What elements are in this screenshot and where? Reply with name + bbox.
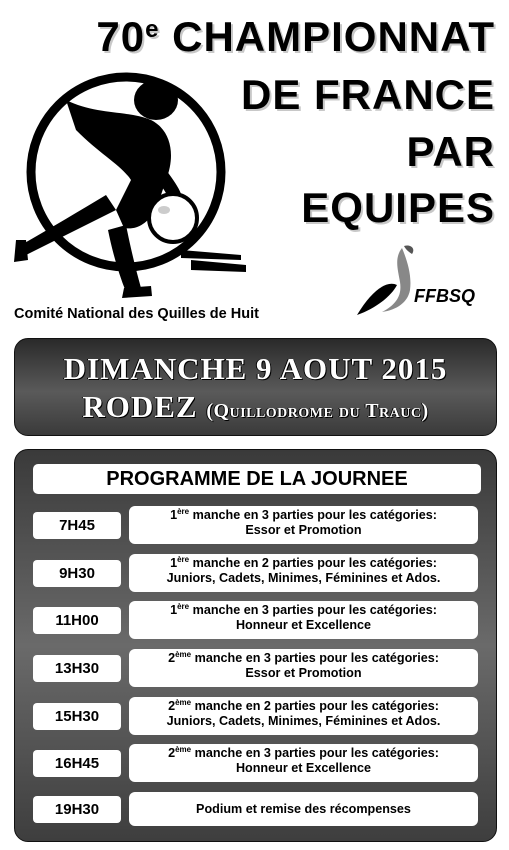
program-description: 2ème manche en 2 parties pour les catégories: Juniors, Cadets, Minimes, Féminines et Ados.: [129, 697, 478, 735]
title-line-3: PAR: [406, 128, 495, 175]
program-row: [15, 697, 496, 739]
program-time: 13H30: [33, 655, 121, 682]
event-city: RODEZ: [82, 389, 198, 424]
program-panel: [14, 449, 497, 842]
title-number: 70: [96, 13, 146, 60]
program-time: 16H45: [33, 750, 121, 777]
program-description: Podium et remise des récompenses: [129, 792, 478, 826]
bowler-logo-icon: [6, 60, 256, 305]
title-championnat: CHAMPIONNAT: [172, 13, 495, 60]
program-time: 15H30: [33, 703, 121, 730]
ffbsq-logo-icon: [352, 240, 482, 320]
program-heading: PROGRAMME DE LA JOURNEE: [33, 464, 481, 494]
program-time: 19H30: [33, 796, 121, 823]
event-date: DIMANCHE 9 AOUT 2015: [63, 351, 448, 386]
date-banner: [14, 338, 497, 436]
program-time: 7H45: [33, 512, 121, 539]
program-description: 1ère manche en 3 parties pour les catégories: Essor et Promotion: [129, 506, 478, 544]
program-description: 2ème manche en 3 parties pour les catégories: Essor et Promotion: [129, 649, 478, 687]
title-line-2: DE FRANCE: [240, 71, 495, 118]
title-ordinal: e: [145, 16, 160, 43]
program-row: [15, 601, 496, 643]
program-row: [15, 744, 496, 786]
title-line-4: EQUIPES: [301, 184, 495, 231]
program-description: 2ème manche en 3 parties pour les catégories: Honneur et Excellence: [129, 744, 478, 782]
event-venue: (Quillodrome du Trauc): [206, 400, 429, 422]
program-row: [15, 796, 496, 832]
program-row: [15, 554, 496, 596]
svg-text:FFBSQ: FFBSQ: [414, 286, 475, 306]
event-location: [15, 389, 496, 425]
program-description: 1ère manche en 3 parties pour les catégories: Honneur et Excellence: [129, 601, 478, 639]
program-row: [15, 649, 496, 691]
program-time: 9H30: [33, 560, 121, 587]
program-description: 1ère manche en 2 parties pour les catégories: Juniors, Cadets, Minimes, Féminines et Ados.: [129, 554, 478, 592]
program-time: 11H00: [33, 607, 121, 634]
organizer-name: Comité National des Quilles de Huit: [14, 306, 259, 322]
title-line-1: [96, 13, 495, 60]
program-row: [15, 506, 496, 548]
